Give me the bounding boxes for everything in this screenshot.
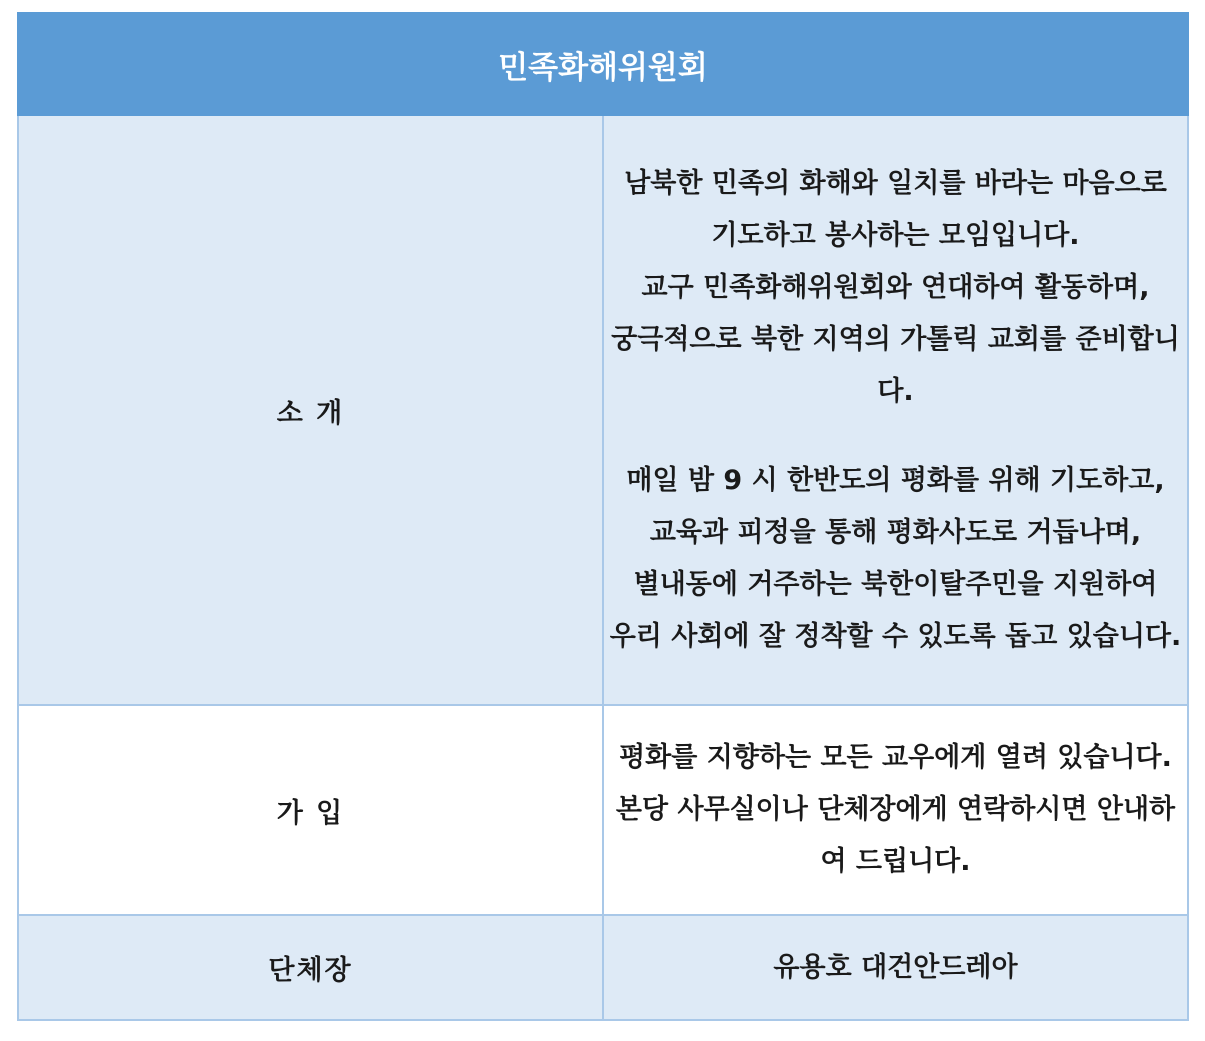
intro-line: 교구 민족화해위원회와 연대하여 활동하며, xyxy=(641,271,1150,303)
intro-line: 교육과 피정을 통해 평화사도로 거듭나며, xyxy=(649,516,1142,548)
leader-value: 유용호 대건안드레아 xyxy=(603,915,1188,1020)
table-row-join xyxy=(18,705,1188,915)
join-content xyxy=(603,705,1188,915)
intro-content xyxy=(603,115,1188,705)
intro-paragraph-1 xyxy=(604,158,1187,418)
intro-line: 매일 밤 9 시 한반도의 평화를 위해 기도하고, xyxy=(626,464,1165,496)
intro-line: 궁극적으로 북한 지역의 가톨릭 교회를 준비합니다. xyxy=(611,323,1180,407)
committee-info-table xyxy=(17,12,1189,1021)
intro-line: 기도하고 봉사하는 모임입니다. xyxy=(711,219,1080,251)
intro-paragraph-2 xyxy=(604,455,1187,663)
table-row-intro xyxy=(18,115,1188,705)
intro-line: 별내동에 거주하는 북한이탈주민을 지원하여 xyxy=(633,568,1158,600)
intro-label: 소 개 xyxy=(18,115,603,705)
intro-line: 우리 사회에 잘 정착할 수 있도록 돕고 있습니다. xyxy=(609,620,1182,652)
join-line: 평화를 지향하는 모든 교우에게 열려 있습니다. xyxy=(619,742,1172,773)
join-line: 본당 사무실이나 단체장에게 연락하시면 안내하여 드립니다. xyxy=(615,794,1176,877)
intro-line: 남북한 민족의 화해와 일치를 바라는 마음으로 xyxy=(624,167,1167,199)
table-title: 민족화해위원회 xyxy=(18,13,1188,115)
table-row-leader xyxy=(18,915,1188,1020)
leader-label: 단체장 xyxy=(18,915,603,1020)
join-label: 가 입 xyxy=(18,705,603,915)
